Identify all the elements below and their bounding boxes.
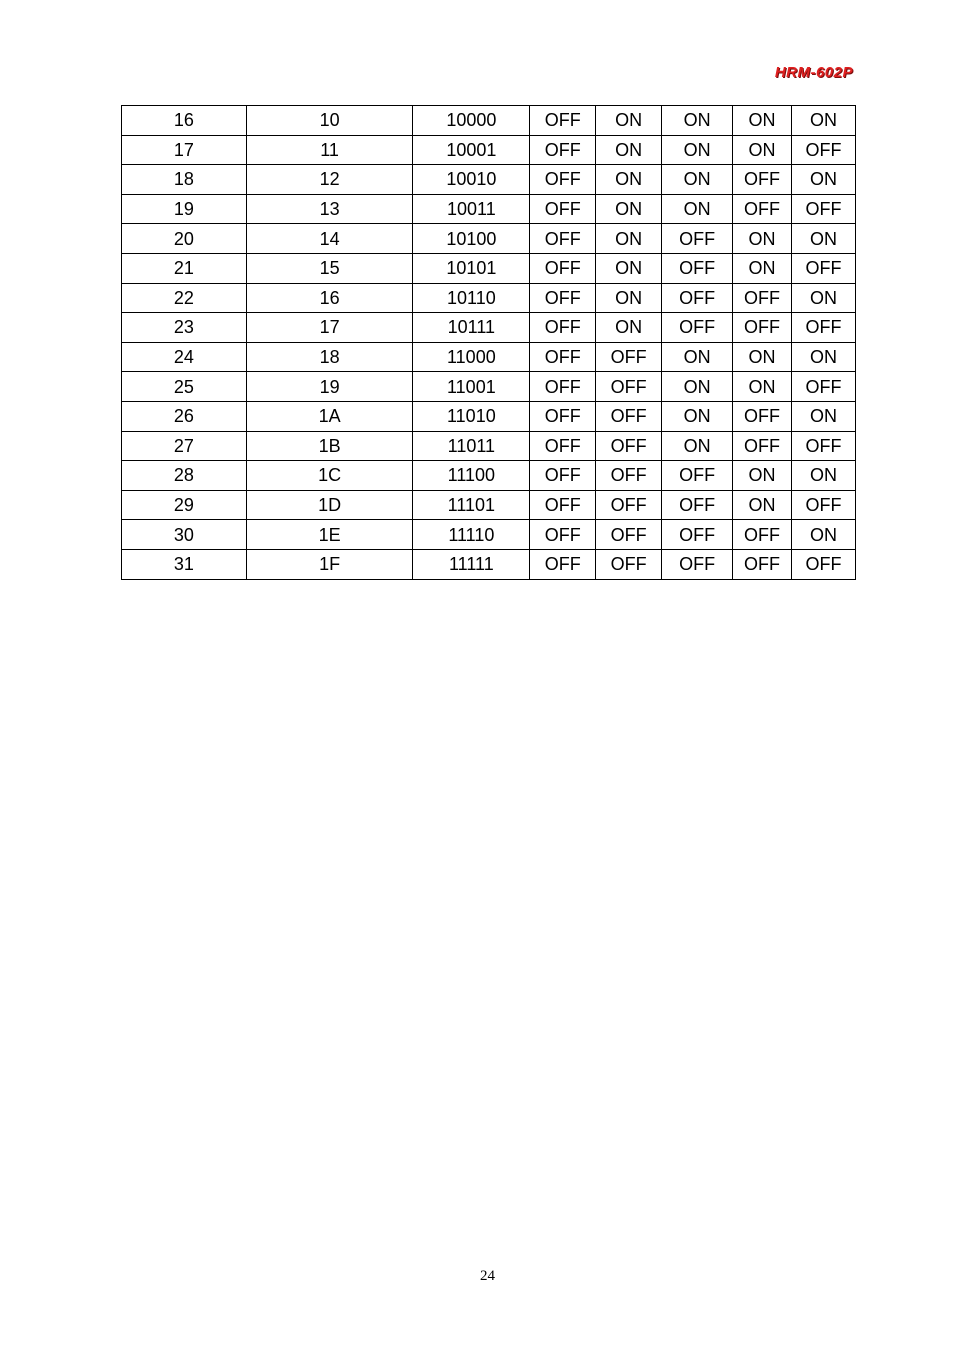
cell-hex: 11 [246,135,413,165]
cell-switch-3: OFF [662,283,733,313]
cell-binary: 10100 [413,224,530,254]
cell-switch-1: OFF [530,461,596,491]
cell-binary: 10011 [413,194,530,224]
table-row [122,549,856,579]
cell-switch-2: ON [596,165,662,195]
cell-binary: 11100 [413,461,530,491]
cell-switch-1: OFF [530,431,596,461]
table-row [122,490,856,520]
cell-binary: 11111 [413,549,530,579]
cell-switch-2: OFF [596,490,662,520]
table-row [122,194,856,224]
cell-hex: 1B [246,431,413,461]
cell-decimal: 18 [122,165,247,195]
cell-switch-5: ON [791,165,855,195]
cell-decimal: 24 [122,342,247,372]
cell-switch-4: OFF [733,194,792,224]
cell-switch-3: ON [662,372,733,402]
cell-switch-5: ON [791,106,855,136]
dip-switch-table [121,105,856,580]
cell-binary: 11110 [413,520,530,550]
cell-binary: 11011 [413,431,530,461]
cell-switch-2: ON [596,224,662,254]
table-row [122,461,856,491]
cell-hex: 1A [246,401,413,431]
cell-switch-2: ON [596,283,662,313]
cell-switch-4: ON [733,490,792,520]
cell-switch-2: ON [596,253,662,283]
cell-decimal: 25 [122,372,247,402]
cell-binary: 10010 [413,165,530,195]
cell-hex: 10 [246,106,413,136]
cell-decimal: 22 [122,283,247,313]
table-row [122,283,856,313]
cell-switch-4: OFF [733,313,792,343]
cell-binary: 10000 [413,106,530,136]
cell-decimal: 31 [122,549,247,579]
cell-switch-3: OFF [662,224,733,254]
cell-switch-2: OFF [596,549,662,579]
cell-switch-3: ON [662,194,733,224]
cell-binary: 10111 [413,313,530,343]
cell-switch-1: OFF [530,253,596,283]
cell-switch-5: ON [791,283,855,313]
cell-switch-2: ON [596,194,662,224]
cell-switch-5: ON [791,224,855,254]
cell-binary: 11000 [413,342,530,372]
cell-decimal: 30 [122,520,247,550]
cell-hex: 15 [246,253,413,283]
cell-switch-3: OFF [662,461,733,491]
cell-switch-5: OFF [791,431,855,461]
cell-switch-1: OFF [530,520,596,550]
cell-decimal: 23 [122,313,247,343]
cell-switch-1: OFF [530,342,596,372]
cell-switch-3: OFF [662,313,733,343]
cell-hex: 12 [246,165,413,195]
cell-switch-5: ON [791,520,855,550]
table-row [122,401,856,431]
cell-switch-2: OFF [596,431,662,461]
cell-switch-4: OFF [733,283,792,313]
cell-switch-2: ON [596,313,662,343]
cell-switch-3: ON [662,135,733,165]
page-number: 24 [480,1268,495,1284]
cell-binary: 10101 [413,253,530,283]
cell-switch-5: OFF [791,194,855,224]
cell-switch-3: OFF [662,253,733,283]
cell-binary: 11001 [413,372,530,402]
cell-switch-1: OFF [530,313,596,343]
cell-switch-5: OFF [791,135,855,165]
cell-switch-2: OFF [596,372,662,402]
cell-switch-5: ON [791,342,855,372]
cell-switch-1: OFF [530,549,596,579]
cell-decimal: 19 [122,194,247,224]
cell-switch-5: ON [791,401,855,431]
table-row [122,520,856,550]
cell-switch-4: OFF [733,431,792,461]
cell-switch-4: OFF [733,401,792,431]
cell-switch-3: ON [662,431,733,461]
page-header-model: HRM-602P [774,64,853,81]
cell-switch-4: OFF [733,165,792,195]
cell-binary: 11101 [413,490,530,520]
cell-decimal: 20 [122,224,247,254]
cell-switch-4: OFF [733,549,792,579]
cell-binary: 11010 [413,401,530,431]
cell-switch-1: OFF [530,224,596,254]
cell-switch-3: ON [662,401,733,431]
cell-switch-4: ON [733,135,792,165]
cell-switch-3: OFF [662,520,733,550]
cell-switch-1: OFF [530,194,596,224]
cell-decimal: 16 [122,106,247,136]
cell-hex: 14 [246,224,413,254]
cell-switch-4: ON [733,106,792,136]
cell-switch-2: ON [596,106,662,136]
cell-switch-3: OFF [662,549,733,579]
cell-switch-4: ON [733,253,792,283]
table-body [122,106,856,580]
table-row [122,165,856,195]
cell-decimal: 17 [122,135,247,165]
table-row [122,135,856,165]
cell-hex: 17 [246,313,413,343]
cell-decimal: 26 [122,401,247,431]
cell-hex: 19 [246,372,413,402]
cell-switch-1: OFF [530,283,596,313]
cell-switch-5: ON [791,461,855,491]
cell-switch-1: OFF [530,372,596,402]
cell-switch-1: OFF [530,135,596,165]
cell-switch-3: ON [662,165,733,195]
cell-switch-5: OFF [791,549,855,579]
cell-decimal: 21 [122,253,247,283]
table-row [122,253,856,283]
cell-hex: 16 [246,283,413,313]
cell-hex: 1E [246,520,413,550]
table-row [122,342,856,372]
cell-hex: 18 [246,342,413,372]
cell-binary: 10110 [413,283,530,313]
cell-switch-4: ON [733,372,792,402]
cell-switch-5: OFF [791,490,855,520]
cell-switch-3: OFF [662,490,733,520]
cell-switch-4: OFF [733,520,792,550]
cell-hex: 1C [246,461,413,491]
cell-switch-2: OFF [596,342,662,372]
cell-switch-5: OFF [791,313,855,343]
cell-hex: 1D [246,490,413,520]
cell-switch-1: OFF [530,490,596,520]
cell-switch-1: OFF [530,106,596,136]
cell-switch-4: ON [733,461,792,491]
cell-switch-2: OFF [596,520,662,550]
table-row [122,431,856,461]
cell-switch-5: OFF [791,372,855,402]
cell-switch-3: ON [662,342,733,372]
cell-switch-2: OFF [596,461,662,491]
table-row [122,224,856,254]
cell-switch-3: ON [662,106,733,136]
cell-switch-2: OFF [596,401,662,431]
cell-switch-4: ON [733,224,792,254]
table-row [122,372,856,402]
cell-decimal: 29 [122,490,247,520]
cell-hex: 13 [246,194,413,224]
cell-switch-1: OFF [530,401,596,431]
cell-switch-5: OFF [791,253,855,283]
table-row [122,313,856,343]
cell-switch-4: ON [733,342,792,372]
cell-hex: 1F [246,549,413,579]
cell-decimal: 28 [122,461,247,491]
cell-binary: 10001 [413,135,530,165]
table-row [122,106,856,136]
cell-decimal: 27 [122,431,247,461]
cell-switch-1: OFF [530,165,596,195]
cell-switch-2: ON [596,135,662,165]
